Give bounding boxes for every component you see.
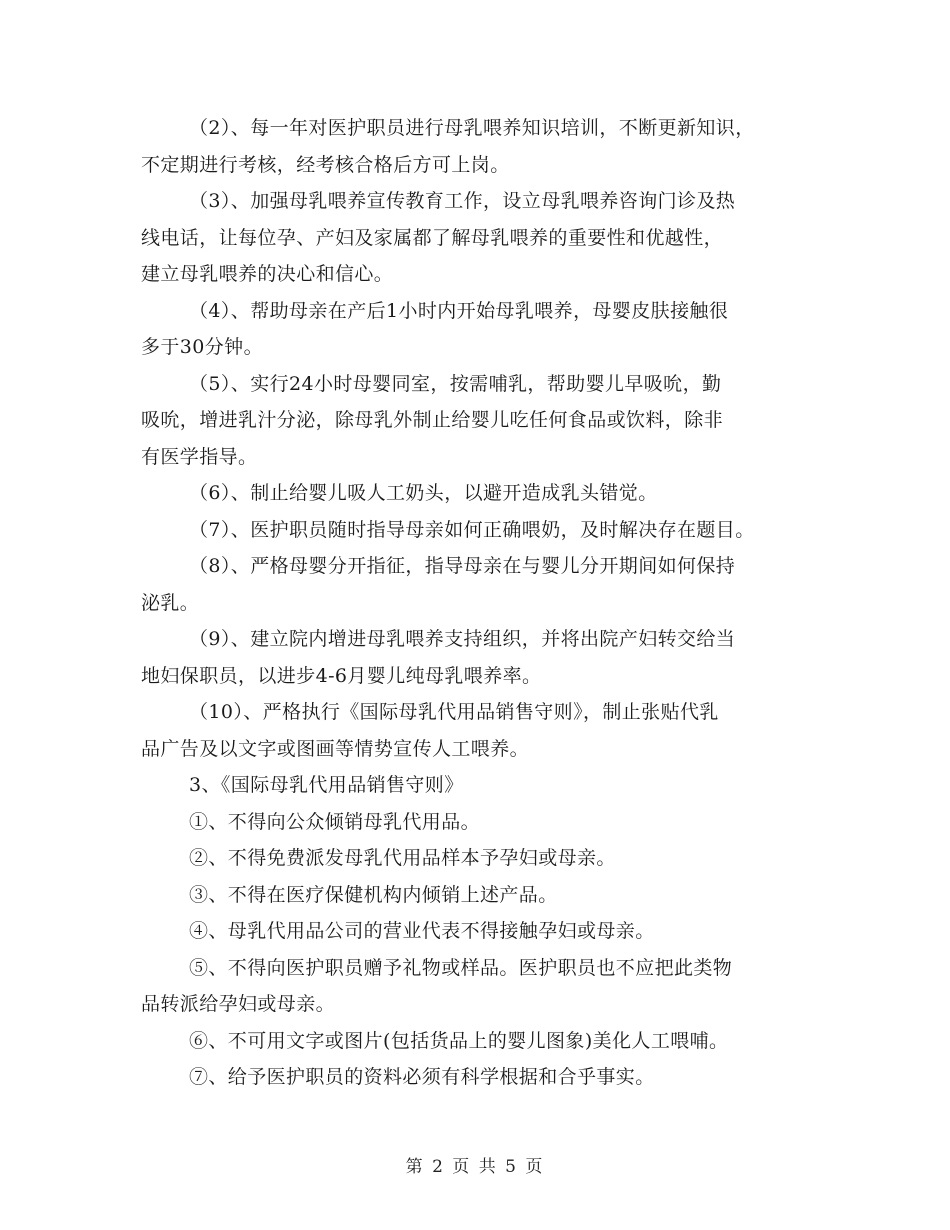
paragraph: [141, 1059, 841, 1096]
paragraph: [141, 840, 841, 877]
paragraph: [141, 804, 841, 841]
paragraph: [141, 621, 841, 694]
paragraph-line: （4）、帮助母亲在产后1小时内开始母乳喂养，母婴皮肤接触很: [189, 299, 729, 322]
paragraph: [141, 1023, 841, 1060]
paragraph-line: （6）、制止给婴儿吸人工奶头，以避开造成乳头错觉。: [189, 482, 658, 504]
paragraph-line: ⑤、不得向医护职员赠予礼物或样品。医护职员也不应把此类物: [189, 956, 733, 979]
paragraph: [141, 694, 841, 767]
paragraph: [141, 767, 841, 804]
paragraph: [141, 366, 841, 476]
paragraph-line: （2）、每一年对医护职员进行母乳喂养知识培训，不断更新知识，: [189, 117, 755, 139]
paragraph: [141, 913, 841, 950]
paragraph-line: 地妇保职员，以进步4-6月婴儿纯母乳喂养率。: [141, 664, 542, 687]
page-number-footer: 第 2 页 共 5 页: [405, 1157, 545, 1177]
paragraph-line: ①、不得向公众倾销母乳代用品。: [189, 810, 481, 833]
paragraph-line: （8）、严格母婴分开指征，指导母亲在与婴儿分开期间如何保持: [189, 555, 736, 577]
paragraph-line: ⑦、给予医护职员的资料必须有科学根据和合乎事实。: [189, 1066, 655, 1088]
paragraph-line: 泌乳。: [141, 591, 200, 614]
document-body: [141, 110, 841, 1096]
paragraph-line: ⑥、不可用文字或图片(包括货品上的婴儿图象)美化人工喂哺。: [189, 1029, 729, 1052]
paragraph-line: 3、《国际母乳代用品销售守则》: [189, 774, 464, 796]
paragraph-line: 品转派给孕妇或母亲。: [141, 993, 336, 1015]
paragraph-line: ③、不得在医疗保健机构内倾销上述产品。: [189, 883, 558, 906]
paragraph-line: ②、不得免费派发母乳代用品样本予孕妇或母亲。: [189, 847, 616, 869]
paragraph: [141, 512, 841, 549]
paragraph-line: 多于30分钟。: [141, 336, 263, 358]
paragraph-line: ④、母乳代用品公司的营业代表不得接触孕妇或母亲。: [189, 920, 655, 942]
paragraph: [141, 877, 841, 914]
paragraph: [141, 950, 841, 1023]
paragraph-line: （9）、建立院内增进母乳喂养支持组织，并将出院产妇转交给当: [189, 628, 736, 650]
paragraph-line: （5）、实行24小时母婴同室，按需哺乳，帮助婴儿早吸吮，勤: [189, 372, 722, 395]
paragraph-line: 线电话，让每位孕、产妇及家属都了解母乳喂养的重要性和优越性，: [141, 226, 724, 249]
paragraph-line: （7）、医护职员随时指导母亲如何正确喂奶，及时解决存在题目。: [189, 518, 755, 541]
paragraph-line: （10）、严格执行《国际母乳代用品销售守则》，制止张贴代乳: [189, 701, 719, 723]
paragraph-line: 吸吮，增进乳汁分泌，除母乳外制止给婴儿吃任何食品或饮料，除非: [141, 409, 724, 431]
paragraph-line: 有医学指导。: [141, 445, 258, 468]
paragraph-line: 品广告及以文字或图画等情势宣传人工喂养。: [141, 737, 530, 760]
paragraph-line: 建立母乳喂养的决心和信心。: [141, 263, 394, 285]
paragraph-line: （3）、加强母乳喂养宣传教育工作，设立母乳喂养咨询门诊及热: [189, 190, 736, 212]
paragraph: [141, 475, 841, 512]
paragraph: [141, 548, 841, 621]
paragraph: [141, 183, 841, 293]
paragraph: [141, 293, 841, 366]
paragraph: [141, 110, 841, 183]
paragraph-line: 不定期进行考核，经考核合格后方可上岗。: [141, 153, 510, 176]
